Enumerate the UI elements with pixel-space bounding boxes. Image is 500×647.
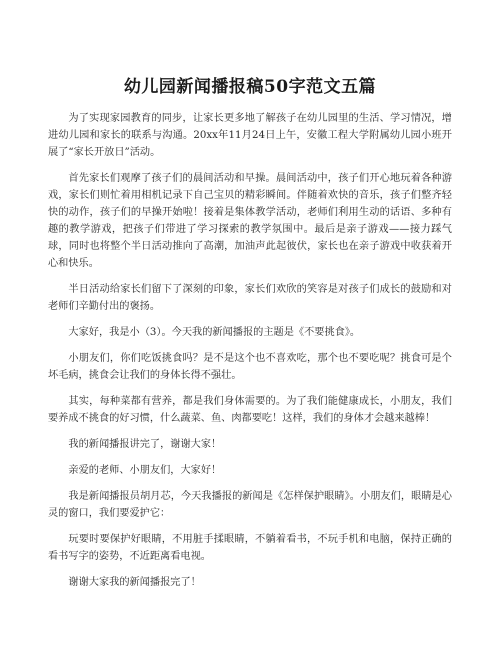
paragraph-greeting-eyes: 亲爱的老师、小朋友们，大家好！ xyxy=(68,465,222,476)
document-title: 幼儿园新闻播报稿50字范文五篇 xyxy=(123,77,377,97)
paragraph-picky-question: 小朋友们，你们吃饭挑食吗？是不是这个也不喜欢吃，那个也不要吃呢？挑食可是个坏毛病，挑食会让我们的身体长得不强壮。 xyxy=(48,353,452,381)
paragraph-impression: 半日活动给家长们留下了深刻的印象，家长们欢欣的笑容是对孩子们成长的鼓励和对老师们辛勤付出的褒扬。 xyxy=(48,284,452,312)
paragraph-thanks-2: 谢谢大家我的新闻播报完了！ xyxy=(68,577,201,588)
paragraph-eyes-intro: 我是新闻播报员胡月芯，今天我播报的新闻是《怎样保护眼睛》。小朋友们，眼睛是心灵的窗口，我们要爱护它： xyxy=(48,491,452,519)
paragraph-eyes-tips: 玩要时要保护好眼睛，不用脏手揉眼睛，不躺着看书，不玩手机和电脑，保持正确的看书写字的姿势，不近距离看电视。 xyxy=(48,534,452,562)
paragraph-thanks-1: 我的新闻播报讲完了，谢谢大家！ xyxy=(68,439,222,450)
paragraph-nutrition: 其实，每种菜都有营养，都是我们身体需要的。为了我们能健康成长，小朋友，我们要养成不挑食的好习惯，什么蔬菜、鱼、肉都要吃！这样，我们的身体才会越来越棒！ xyxy=(48,396,452,424)
paragraph-activities: 首先家长们观摩了孩子们的晨间活动和早操。晨间活动中，孩子们开心地玩着各种游戏，家长们则忙着用相机记录下自己宝贝的精彩瞬间。伴随着欢快的音乐，孩子们整齐轻快的动作，孩子们的早操开始啦！接着是集体教学活动，老师们利用生动的话语、多种有趣的教学游戏，把孩子们带进了学习探索的教学氛围中。最后是亲子游戏——接力踩气球，同时也将整个半日活动推向了高潮，加油声此起彼伏，家长也在亲子游戏中收获着开心和快乐。 xyxy=(48,173,452,269)
paragraph-intro: 为了实现家园教育的同步，让家长更多地了解孩子在幼儿园里的生活、学习情况，增进幼儿园和家长的联系与沟通。20xx年11月24日上午，安徽工程大学附属幼儿园小班开展了“家长开放日”活动。 xyxy=(48,113,452,158)
paragraph-greeting-picky: 大家好，我是小（3）。今天我的新闻播报的主题是《不要挑食》。 xyxy=(68,327,361,338)
